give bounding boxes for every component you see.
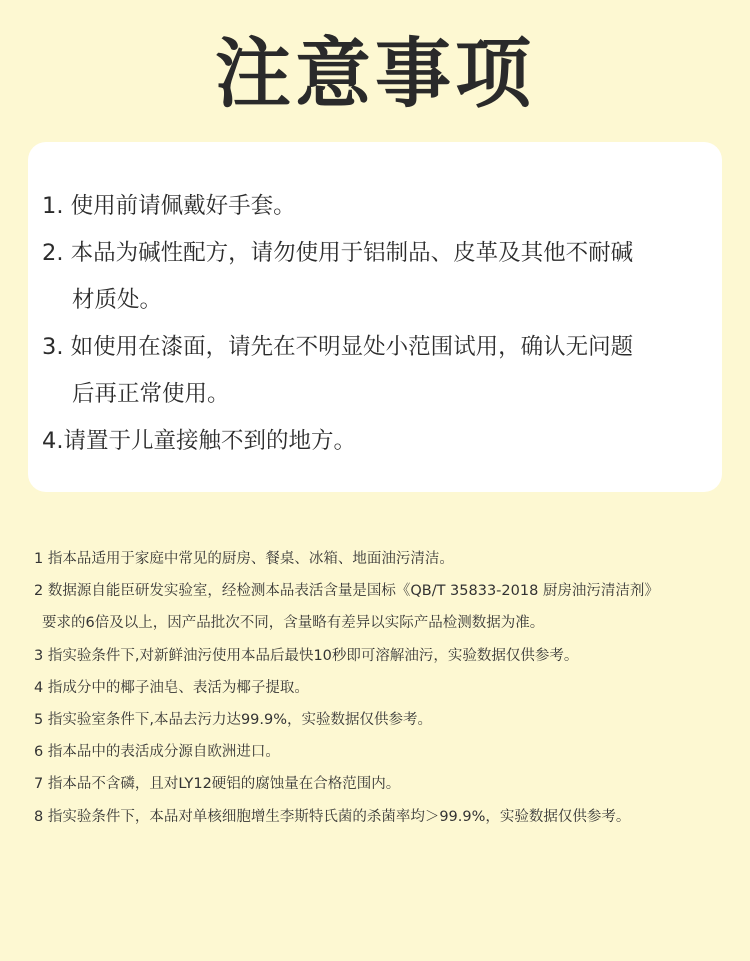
footnote-8: 8 指实验条件下，本品对单核细胞增生李斯特氏菌的杀菌率均＞99.9%，实验数据仅供参考。 bbox=[34, 808, 631, 825]
precaution-item-2: 2. 本品为碱性配方，请勿使用于铝制品、皮革及其他不耐碱 bbox=[42, 240, 634, 266]
footnote-1: 1 指本品适用于家庭中常见的厨房、餐桌、冰箱、地面油污清洁。 bbox=[34, 551, 454, 567]
footnote-3: 3 指实验条件下,对新鲜油污使用本品后最快10秒即可溶解油污，实验数据仅供参考。 bbox=[34, 647, 579, 664]
precaution-item-3-continued: 后再正常使用。 bbox=[72, 381, 230, 407]
footnote-2: 2 数据源自能臣研发实验室，经检测本品表活含量是国标《QB/T 35833-2018 厨房油污清洁剂》 bbox=[34, 583, 659, 600]
precautions-list bbox=[42, 183, 712, 465]
precaution-item-4: 4.请置于儿童接触不到的地方。 bbox=[42, 428, 356, 454]
page-title: 注意事项 bbox=[215, 29, 535, 118]
footnote-6: 6 指本品中的表活成分源自欧洲进口。 bbox=[34, 744, 280, 761]
footnote-5: 5 指实验室条件下,本品去污力达99.9%，实验数据仅供参考。 bbox=[34, 712, 433, 729]
footnote-7: 7 指本品不含磷，且对LY12硬铝的腐蚀量在合格范围内。 bbox=[34, 776, 401, 793]
precaution-item-2-continued: 材质处。 bbox=[72, 287, 163, 313]
precaution-item-3: 3. 如使用在漆面，请先在不明显处小范围试用，确认无问题 bbox=[42, 334, 634, 360]
footnotes bbox=[34, 543, 734, 833]
footnote-2-continued: 要求的6倍及以上，因产品批次不同，含量略有差异以实际产品检测数据为准。 bbox=[42, 615, 545, 632]
footnote-4: 4 指成分中的椰子油皂、表活为椰子提取。 bbox=[34, 679, 309, 696]
precaution-item-1: 1. 使用前请佩戴好手套。 bbox=[42, 193, 296, 219]
